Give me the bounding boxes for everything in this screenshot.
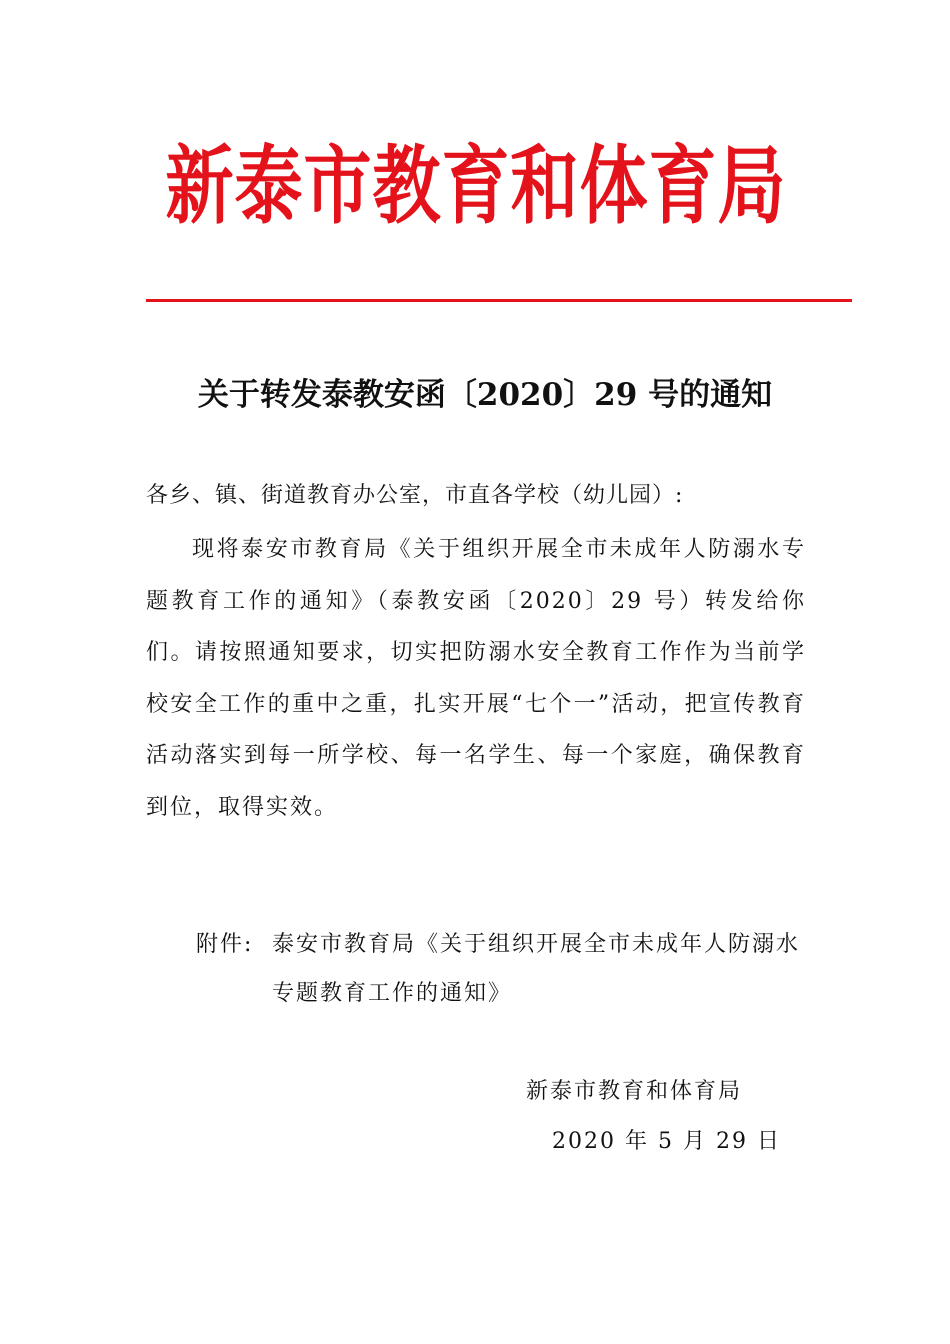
attachment-text: 泰安市教育局《关于组织开展全市未成年人防溺水专题教育工作的通知》 (272, 932, 801, 1006)
attachment-label: 附件: (196, 932, 254, 957)
body-paragraph: 现将泰安市教育局《关于组织开展全市未成年人防溺水专题教育工作的通知》（泰教安函〔2020〕29 号）转发给你们。请按照通知要求，切实把防溺水安全教育工作作为当前学校安全工作的重中之重，扎实开展“七个一”活动，把宣传教育活动落实到每一所学校、每一名学生、每一个家庭，确保教育到位，取得实效。 (146, 537, 806, 820)
signature-date: 2020 年 5 月 29 日 (552, 1129, 781, 1154)
masthead-red-rule (146, 299, 852, 302)
salutation: 各乡、镇、街道教育办公室，市直各学校（幼儿园）: (146, 483, 684, 508)
document-title: 关于转发泰教安函〔2020〕29 号的通知 (197, 377, 773, 413)
attachment-block (196, 920, 816, 1018)
signature-organization: 新泰市教育和体育局 (526, 1079, 743, 1104)
masthead-org-name: 新泰市教育和体育局 (165, 138, 787, 237)
